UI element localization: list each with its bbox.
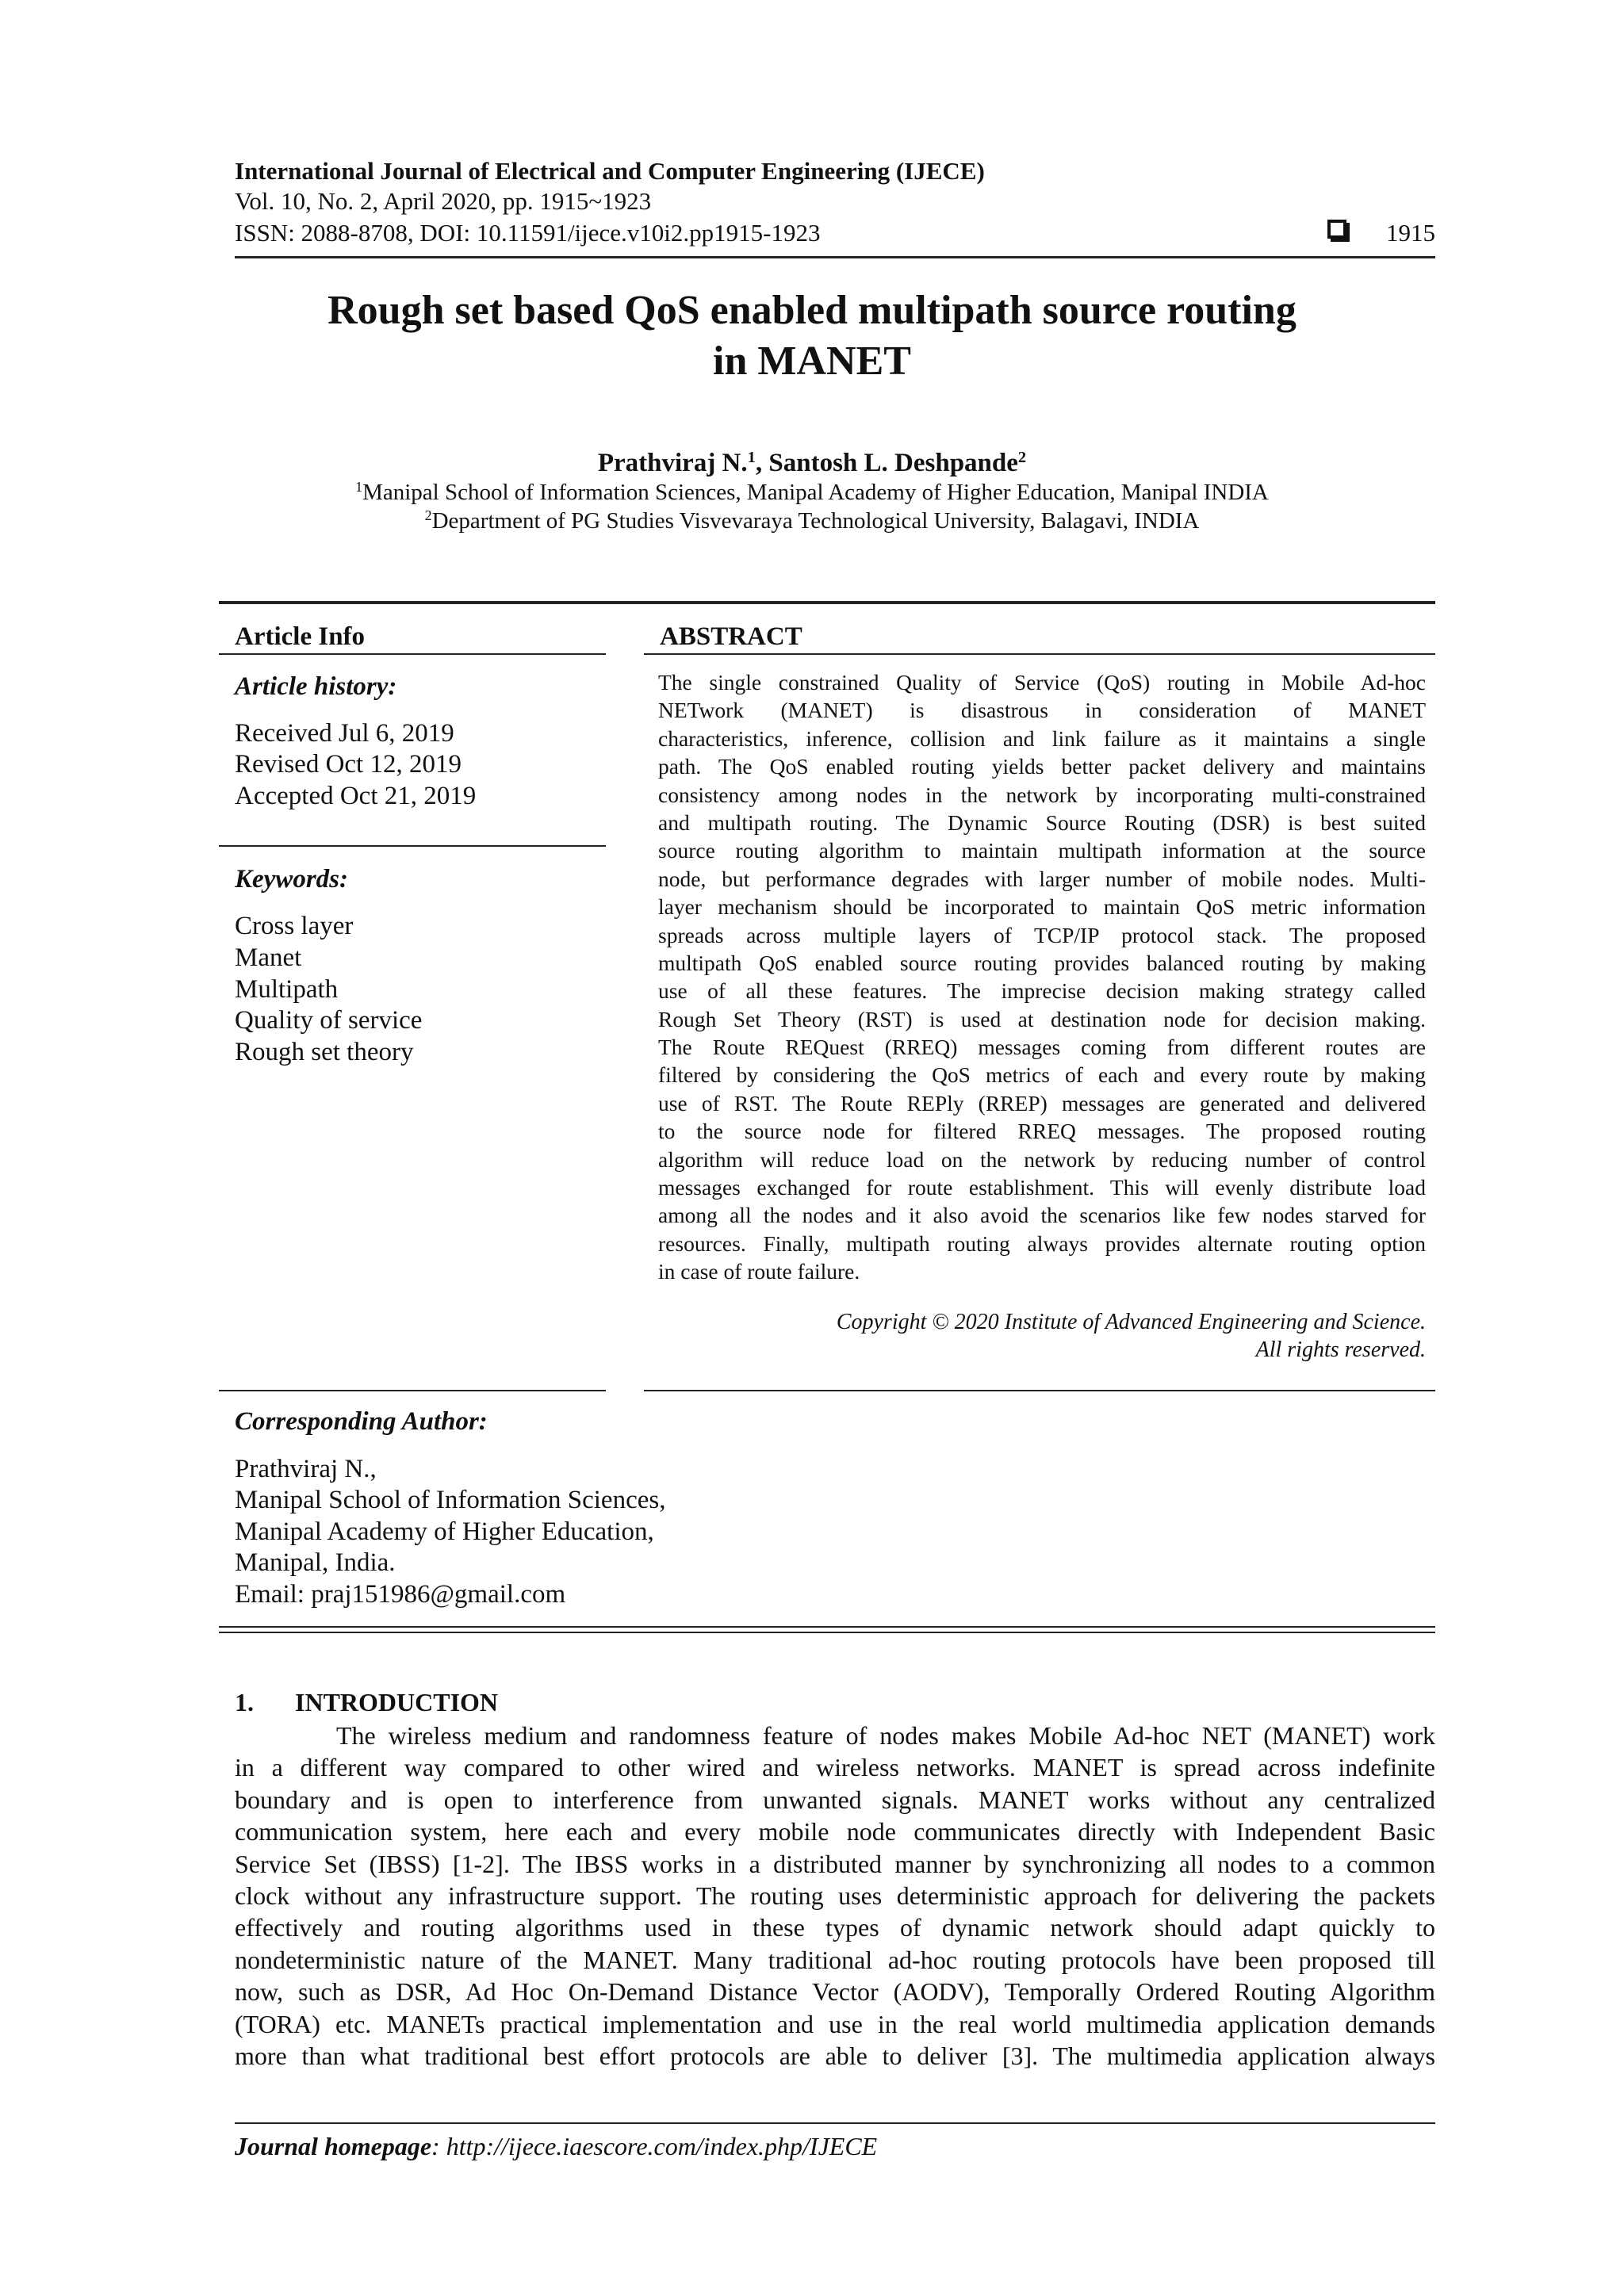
author-1: Prathviraj N. (597, 449, 748, 477)
abstract-line: use of all these features. The imprecise decision making strategy called (658, 978, 1426, 1004)
copyright-line-1: Copyright © 2020 Institute of Advanced Engineering and Science. (836, 1310, 1426, 1334)
abstract-line: The single constrained Quality of Service (QoS) routing in Mobile Ad-hoc (658, 670, 1426, 695)
abstract-line: NETwork (MANET) is disastrous in consideration of MANET (658, 698, 1426, 723)
abstract-heading: ABSTRACT (660, 622, 802, 651)
intro-line: nondeterministic nature of the MANET. Many traditional ad-hoc routing protocols have been proposed till (235, 1945, 1435, 1974)
abstract-line: filtered by considering the QoS metrics of each and every route by making (658, 1062, 1426, 1088)
author-2: Santosh L. Deshpande (768, 449, 1018, 477)
keyword-item: Multipath (235, 975, 339, 1004)
abstract-line: layer mechanism should be incorporated to maintain QoS metric information (658, 894, 1426, 920)
corresponding-line: Prathviraj N., (235, 1455, 377, 1483)
intro-line: now, such as DSR, Ad Hoc On-Demand Distance Vector (AODV), Temporally Ordered Routing Algorithm (235, 1977, 1435, 2007)
abstract-line: Rough Set Theory (RST) is used at destination node for decision making. (658, 1006, 1426, 1031)
homepage-label: Journal homepage (235, 2132, 432, 2160)
intro-line: (TORA) etc. MANETs practical implementation and use in the real world multimedia application demands (235, 2009, 1435, 2038)
abstract-rule (644, 653, 1435, 655)
author-2-sup: 2 (1017, 448, 1027, 466)
keywords-rule (219, 845, 606, 847)
info-top-rule (219, 601, 1435, 604)
introduction-body (235, 1720, 1435, 2072)
abstract-line: among all the nodes and it also avoid the scenarios like few nodes starved for (658, 1203, 1426, 1228)
checkbox-icon (1327, 220, 1346, 239)
abstract-line: The Route REQuest (RREQ) messages coming from different routes are (658, 1035, 1426, 1060)
keywords-heading: Keywords: (235, 865, 348, 894)
author-separator: , (755, 449, 769, 477)
footer-rule (235, 2122, 1435, 2124)
section-number: 1. (235, 1688, 254, 1716)
corresponding-email: Email: praj151986@gmail.com (235, 1580, 566, 1609)
intro-line: Service Set (IBSS) [1-2]. The IBSS works in a distributed manner by synchronizing all nodes to a common (235, 1849, 1435, 1878)
paper-title-line2: in MANET (713, 339, 911, 384)
intro-line: effectively and routing algorithms used in these types of dynamic network should adapt quickly to (235, 1913, 1435, 1942)
abstract-line: path. The QoS enabled routing yields better packet delivery and maintains (658, 754, 1426, 779)
authors (0, 447, 1624, 479)
intro-line: boundary and is open to interference from unwanted signals. MANET works without any centralized (235, 1785, 1435, 1814)
affiliation-2 (0, 507, 1624, 535)
journal-name: International Journal of Electrical and Computer Engineering (IJECE) (235, 157, 985, 185)
corresponding-heading: Corresponding Author: (235, 1407, 488, 1436)
intro-line: more than what traditional best effort protocols are able to deliver [3]. The multimedia application always (235, 2041, 1435, 2070)
abstract-line: multipath QoS enabled source routing provides balanced routing by making (658, 950, 1426, 975)
abstract-line: in case of route failure. (658, 1259, 860, 1284)
abstract-line: resources. Finally, multipath routing always provides alternate routing option (658, 1230, 1426, 1256)
info-bottom-rule-1 (219, 1626, 1435, 1628)
keyword-item: Quality of service (235, 1006, 423, 1035)
abstract-line: spreads across multiple layers of TCP/IP protocol stack. The proposed (658, 922, 1426, 947)
homepage-url[interactable]: http://ijece.iaescore.com/index.php/IJECE (446, 2132, 878, 2160)
corresponding-line: Manipal Academy of Higher Education, (235, 1517, 654, 1546)
corresponding-rule (219, 1390, 606, 1391)
keyword-item: Rough set theory (235, 1038, 414, 1066)
keyword-item: Manet (235, 943, 302, 972)
intro-line: clock without any infrastructure support. The routing uses deterministic approach for delivering the packets (235, 1881, 1435, 1910)
revised-date: Revised Oct 12, 2019 (235, 750, 462, 779)
abstract-line: consistency among nodes in the network by incorporating multi-constrained (658, 782, 1426, 807)
paper-title-line1: Rough set based QoS enabled multipath source routing (327, 288, 1297, 333)
section-heading: INTRODUCTION (295, 1688, 499, 1716)
affiliation-1-sup: 1 (355, 479, 363, 496)
abstract-line: use of RST. The Route REPly (RREP) messages are generated and delivered (658, 1090, 1426, 1115)
article-info-rule (219, 653, 606, 655)
abstract-line: node, but performance degrades with larger number of mobile nodes. Multi- (658, 866, 1426, 891)
header-rule (235, 256, 1435, 258)
article-history-heading: Article history: (235, 672, 397, 701)
abstract-line: to the source node for filtered RREQ messages. The proposed routing (658, 1119, 1426, 1144)
issn-doi: ISSN: 2088-8708, DOI: 10.11591/ijece.v10i2.pp1915-1923 (235, 219, 821, 247)
abstract-line: algorithm will reduce load on the network by reducing number of control (658, 1146, 1426, 1172)
article-info-heading: Article Info (235, 622, 366, 651)
intro-line: communication system, here each and every mobile node communicates directly with Independent Basic (235, 1817, 1435, 1846)
received-date: Received Jul 6, 2019 (235, 719, 454, 748)
corresponding-line: Manipal School of Information Sciences, (235, 1486, 666, 1514)
info-bottom-rule-2 (219, 1632, 1435, 1633)
intro-line: in a different way compared to other wired and wireless networks. MANET is spread across indefinite (235, 1753, 1435, 1782)
abstract-line: characteristics, inference, collision and link failure as it maintains a single (658, 725, 1426, 751)
volume-info: Vol. 10, No. 2, April 2020, pp. 1915~1923 (235, 187, 652, 215)
homepage-separator: : (431, 2132, 446, 2160)
intro-line: The wireless medium and randomness feature of nodes makes Mobile Ad-hoc NET (MANET) work (336, 1721, 1435, 1750)
affiliation-2-sup: 2 (424, 507, 432, 524)
abstract-line: messages exchanged for route establishment. This will evenly distribute load (658, 1175, 1426, 1200)
accepted-date: Accepted Oct 21, 2019 (235, 782, 477, 810)
affiliation-1 (0, 478, 1624, 507)
abstract-body (658, 668, 1426, 1286)
page-number: 1915 (1386, 219, 1435, 247)
journal-homepage (235, 2130, 877, 2162)
keyword-item: Cross layer (235, 912, 354, 940)
author-1-sup: 1 (747, 448, 756, 466)
abstract-bottom-rule (644, 1390, 1435, 1391)
abstract-line: and multipath routing. The Dynamic Source Routing (DSR) is best suited (658, 809, 1426, 835)
corresponding-line: Manipal, India. (235, 1548, 396, 1577)
copyright-line-2: All rights reserved. (1255, 1337, 1426, 1362)
abstract-line: source routing algorithm to maintain multipath information at the source (658, 838, 1426, 863)
affiliation-1-text: Manipal School of Information Sciences, Manipal Academy of Higher Education, Manipal INDIA (362, 480, 1269, 505)
affiliation-2-text: Department of PG Studies Visvevaraya Technological University, Balagavi, INDIA (431, 508, 1200, 534)
